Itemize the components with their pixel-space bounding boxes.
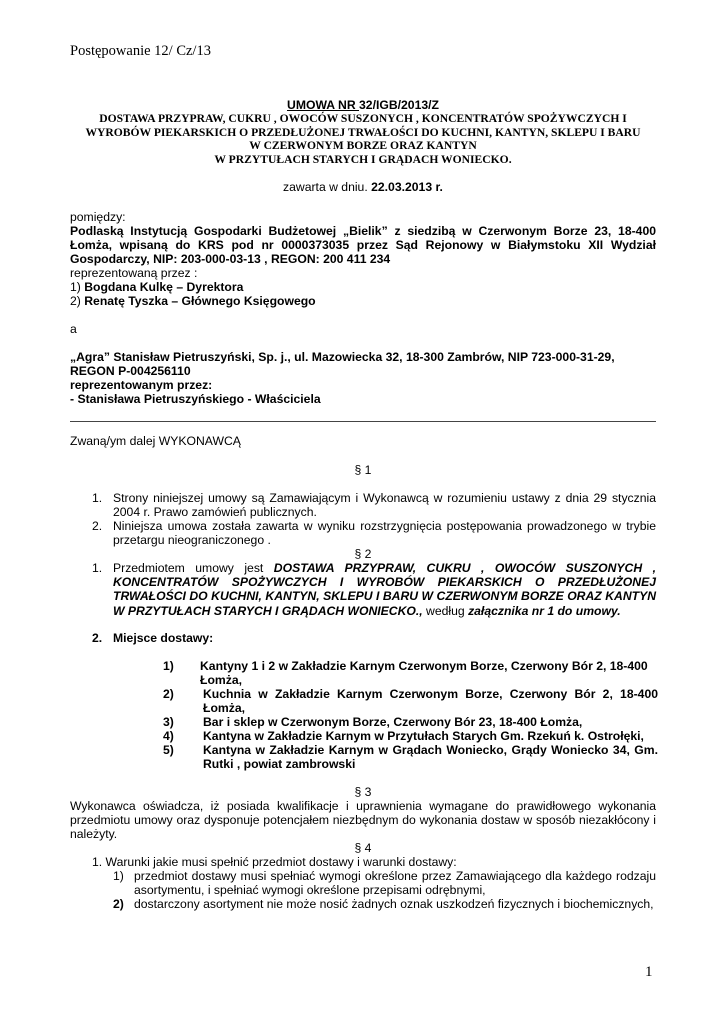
representative-1 <box>70 280 243 294</box>
subject-line-2: WYROBÓW PIEKARSKICH O PRZEDŁUŻONEJ TRWAŁOŚCI DO KUCHNI, KANTYN, SKLEPU I BARU <box>85 125 641 139</box>
delivery-places-label: Miejsce dostawy: <box>113 631 214 645</box>
location-3-num: 3) <box>163 715 174 729</box>
section-1-heading: § 1 <box>354 463 372 477</box>
location-2 <box>203 687 658 715</box>
section-4-intro: 1. Warunki jakie musi spełnić przedmiot dostawy i warunki dostawy: <box>92 855 457 869</box>
section-3-text: Wykonawca oświadcza, iż posiada kwalifikacje i uprawnienia wymagane do prawidłowego wykonania przedmiotu umowy oraz dysponuje potencjałem niezbędnym do wykonania dostaw w sposób niezakłócony i należyty. <box>70 799 656 842</box>
location-5: Kantyna w Zakładzie Karnym w Grądach Woniecko, Grądy Woniecko 34, Gm. Rutki , powiat zambrowski <box>203 743 658 772</box>
contractor-represented-by: reprezentowanym przez: <box>70 378 213 392</box>
representative-1-num: 1) <box>70 280 81 294</box>
separator-line <box>70 421 656 422</box>
representative-1-name: Bogdana Kulkę – Dyrektora <box>84 280 244 294</box>
section-1-item-2: Niniejsza umowa została zawarta w wyniku rozstrzygnięcia postępowania prowadzonego w trybie przetargu nieograniczonego . <box>113 519 656 548</box>
contractor-representative: - Stanisława Pietruszyńskiego - Właściciela <box>70 392 321 406</box>
contract-date-line <box>70 180 656 194</box>
representative-2-name: Renatę Tyszka – Głównego Księgowego <box>84 294 316 308</box>
representative-2-num: 2) <box>70 294 81 308</box>
location-4: Kantyna w Zakładzie Karnym w Przytułach Starych Gm. Rzekuń k. Ostrołęki, <box>203 729 644 743</box>
section-4-item-1: przedmiot dostawy musi spełniać wymogi określone przez Zamawiającego dla każdego rodzaju asortymentu, i spełniać wymogi określone przepisami odrębnymi, <box>134 869 656 898</box>
section-2-heading: § 2 <box>354 547 372 561</box>
subject-middle: według <box>422 603 469 618</box>
represented-by-label: reprezentowaną przez : <box>70 266 198 280</box>
section-2-item-1-num: 1. <box>92 561 103 575</box>
section-1-item-1: Strony niniejszej umowy są Zamawiającym i Wykonawcą w rozumieniu ustawy z dnia 29 stycznia 2004 r. Prawo zamówień publicznych. <box>113 491 656 520</box>
hereinafter-contractor: Zwaną/ym dalej WYKONAWCĄ <box>70 434 241 448</box>
subject-line-1: DOSTAWA PRZYPRAW, CUKRU , OWOCÓW SUSZONYCH , KONCENTRATÓW SPOŻYWCZYCH I <box>99 112 627 125</box>
subject-of-contract: DOSTAWA PRZYPRAW, CUKRU , OWOCÓW SUSZONYCH , KONCENTRATÓW SPOŻYWCZYCH I WYROBÓW PIEKARSKICH O PRZEDŁUŻONEJ TRWAŁOŚCI DO KUCHNI, KANTYN, SKLEPU I BARU W CZERWONYM BORZE ORAZ KANTYN W PRZYTUŁACH STARYCH I GRĄDACH WONIECKO., <box>113 561 656 618</box>
subject-line-3: W CZERWONYM BORZE ORAZ KANTYN <box>249 139 477 153</box>
section-4-item-2: dostarczony asortyment nie może nosić żadnych oznak uszkodzeń fizycznych i biochemicznych, <box>134 897 654 911</box>
location-2-num: 2) <box>163 687 174 701</box>
subject-prefix: Przedmiotem umowy jest <box>113 561 274 575</box>
section-2-item-1 <box>113 561 656 618</box>
date-prefix: zawarta w dniu. <box>283 180 372 194</box>
between-label: pomiędzy: <box>70 210 126 224</box>
section-4-item-1-num: 1) <box>113 869 124 883</box>
location-1-num: 1) <box>163 659 174 673</box>
location-3: Bar i sklep w Czerwonym Borze, Czerwony Bór 23, 18-400 Łomża, <box>203 715 583 729</box>
location-1 <box>200 659 658 687</box>
procedure-reference: Postępowanie 12/ Cz/13 <box>70 43 211 59</box>
contracting-authority: Podlaską Instytucją Gospodarki Budżetowej „Bielik” z siedzibą w Czerwonym Borze 23, 18-400 Łomża, wpisaną do KRS pod nr 0000373035 przez Sąd Rejonowy w Białymstoku XII Wydział Gospodarczy, NIP: 203-000-03-13 , REGON: 200 411 234 <box>70 224 656 267</box>
contractor: „Agra” Stanisław Pietruszyński, Sp. j., ul. Mazowiecka 32, 18-300 Zambrów, NIP 723-000-31-29, REGON P-004256110 <box>70 350 615 379</box>
page-number: 1 <box>645 964 653 980</box>
and-label: a <box>70 322 77 336</box>
location-5-num: 5) <box>163 743 174 757</box>
contract-date: 22.03.2013 r. <box>371 180 443 194</box>
location-4-num: 4) <box>163 729 174 743</box>
subject-line-4: W PRZYTUŁACH STARYCH I GRĄDACH WONIECKO. <box>214 152 512 166</box>
location-2-text: Kuchnia w Zakładzie Karnym Czerwonym Borze, Czerwony Bór 2, 18-400 Łomża, <box>203 687 658 716</box>
contract-prefix: UMOWA NR <box>287 98 360 112</box>
location-1-text: Kantyny 1 i 2 w Zakładzie Karnym Czerwonym Borze, Czerwony Bór 2, 18-400 Łomża, <box>200 659 648 688</box>
attachment-reference: załącznika nr 1 do umowy. <box>468 603 621 618</box>
representative-2 <box>70 294 316 308</box>
section-4-heading: § 4 <box>354 841 372 855</box>
contract-subject <box>62 112 664 166</box>
contract-number: 32/IGB/2013/Z <box>359 98 439 112</box>
section-4-item-2-num: 2) <box>113 897 124 911</box>
section-2-item-2-num: 2. <box>92 631 103 645</box>
section-1-item-2-num: 2. <box>92 519 103 533</box>
section-3-heading: § 3 <box>354 785 372 799</box>
section-1-item-1-num: 1. <box>92 491 103 505</box>
contract-title <box>70 98 656 112</box>
